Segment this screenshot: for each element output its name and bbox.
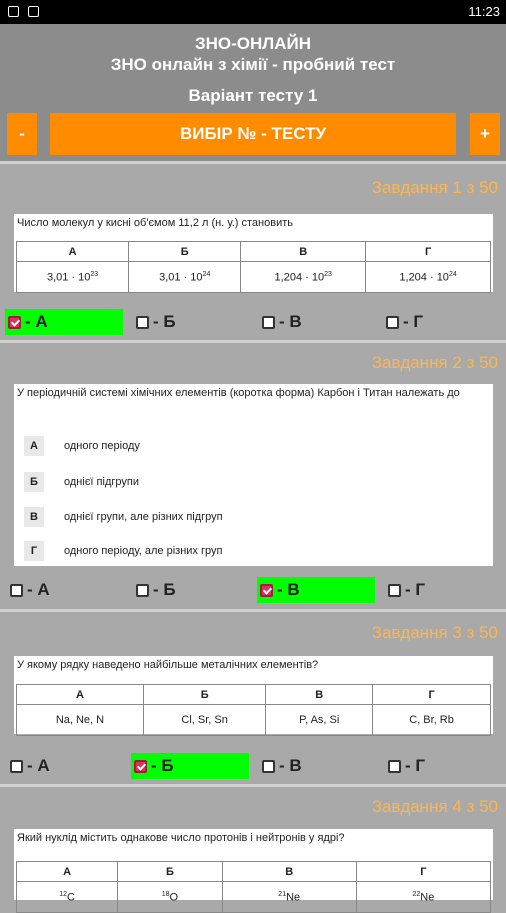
answer-checkbox-v[interactable]: - В <box>259 309 377 335</box>
table-cell: $^{21}$Ne <box>222 882 356 913</box>
table-header: В <box>266 685 373 705</box>
app-icon <box>28 6 39 17</box>
answer-checkbox-v[interactable]: - В <box>259 753 377 779</box>
task-title: Завдання 4 з 50 <box>371 797 498 816</box>
answer-table <box>16 241 491 293</box>
checkbox-icon <box>136 584 149 597</box>
option-item: Г одного періоду, але різних груп <box>24 541 222 561</box>
table-header: Г <box>366 242 491 262</box>
table-cell: $3,01 \cdot 10^{23}$ <box>17 262 129 293</box>
checkbox-icon <box>262 316 275 329</box>
status-bar <box>0 0 506 24</box>
task-title: Завдання 2 з 50 <box>371 353 498 372</box>
table-header: А <box>17 685 144 705</box>
page-subtitle: ЗНО онлайн з хімії - пробний тест <box>110 55 396 74</box>
answer-checkbox-v[interactable]: - В <box>257 577 375 603</box>
checkbox-checked-icon <box>134 760 147 773</box>
checkbox-icon <box>10 584 23 597</box>
table-header: А <box>17 862 118 882</box>
table-cell: Na, Ne, N <box>17 705 144 736</box>
table-header: Г <box>373 685 491 705</box>
checkbox-checked-icon <box>8 316 21 329</box>
task-title: Завдання 3 з 50 <box>371 623 498 642</box>
previous-test-button[interactable]: - <box>7 113 37 155</box>
option-item: А одного періоду <box>24 436 140 456</box>
question-card <box>14 214 493 292</box>
table-cell: $^{18}$O <box>118 882 222 913</box>
variant-label: Варіант тесту 1 <box>188 86 318 105</box>
table-cell: $3,01 \cdot 10^{24}$ <box>129 262 241 293</box>
question-text: Який нуклід містить однакове число протонів і нейтронів у ядрі? <box>17 832 345 844</box>
checkbox-icon <box>10 760 23 773</box>
table-header: Б <box>118 862 222 882</box>
question-text: Число молекул у кисні об'ємом 11,2 л (н. у.) становить <box>17 217 293 229</box>
answer-checkbox-b[interactable]: - Б <box>133 309 251 335</box>
checkbox-icon <box>388 584 401 597</box>
divider <box>0 609 506 612</box>
answer-table <box>16 684 491 736</box>
checkbox-icon <box>136 316 149 329</box>
checkbox-icon <box>262 760 275 773</box>
table-header: В <box>241 242 366 262</box>
table-cell: $1,204 \cdot 10^{24}$ <box>366 262 491 293</box>
table-cell: $^{12}$C <box>17 882 118 913</box>
divider <box>0 784 506 787</box>
table-header: Г <box>356 862 490 882</box>
answer-table <box>16 861 491 913</box>
checkbox-icon <box>386 316 399 329</box>
question-card <box>14 656 493 734</box>
status-time: 11:23 <box>468 4 500 19</box>
answer-checkbox-a[interactable]: - А <box>5 309 123 335</box>
app-title: ЗНО-ОНЛАЙН <box>194 34 311 53</box>
table-cell: $1,204 \cdot 10^{23}$ <box>241 262 366 293</box>
answer-checkbox-b[interactable]: - Б <box>131 753 249 779</box>
answer-checkbox-g[interactable]: - Г <box>385 577 503 603</box>
divider <box>0 340 506 343</box>
question-card <box>14 384 493 566</box>
notification-icon <box>8 6 19 17</box>
table-header: Б <box>143 685 265 705</box>
answer-checkbox-g[interactable]: - Г <box>385 753 503 779</box>
table-cell: $^{22}$Ne <box>356 882 490 913</box>
table-header: Б <box>129 242 241 262</box>
answer-checkbox-b[interactable]: - Б <box>133 577 251 603</box>
answer-checkbox-g[interactable]: - Г <box>383 309 501 335</box>
question-text: У якому рядку наведено найбільше металічних елементів? <box>17 659 319 671</box>
table-header: В <box>222 862 356 882</box>
next-test-button[interactable]: + <box>470 113 500 155</box>
task-title: Завдання 1 з 50 <box>371 178 498 197</box>
option-item: Б однієї підгрупи <box>24 472 139 492</box>
checkbox-icon <box>388 760 401 773</box>
question-card <box>14 829 493 904</box>
divider <box>0 161 506 164</box>
table-cell: Cl, Sr, Sn <box>143 705 265 736</box>
table-header: А <box>17 242 129 262</box>
checkbox-checked-icon <box>260 584 273 597</box>
option-item: В однієї групи, але різних підгруп <box>24 507 223 527</box>
table-cell: P, As, Si <box>266 705 373 736</box>
answer-checkbox-a[interactable]: - А <box>7 577 125 603</box>
table-cell: C, Br, Rb <box>373 705 491 736</box>
question-text: У періодичній системі хімічних елементів (коротка форма) Карбон і Титан належать до <box>17 387 460 399</box>
select-test-button[interactable]: ВИБІР № - ТЕСТУ <box>50 113 456 155</box>
answer-checkbox-a[interactable]: - А <box>7 753 125 779</box>
